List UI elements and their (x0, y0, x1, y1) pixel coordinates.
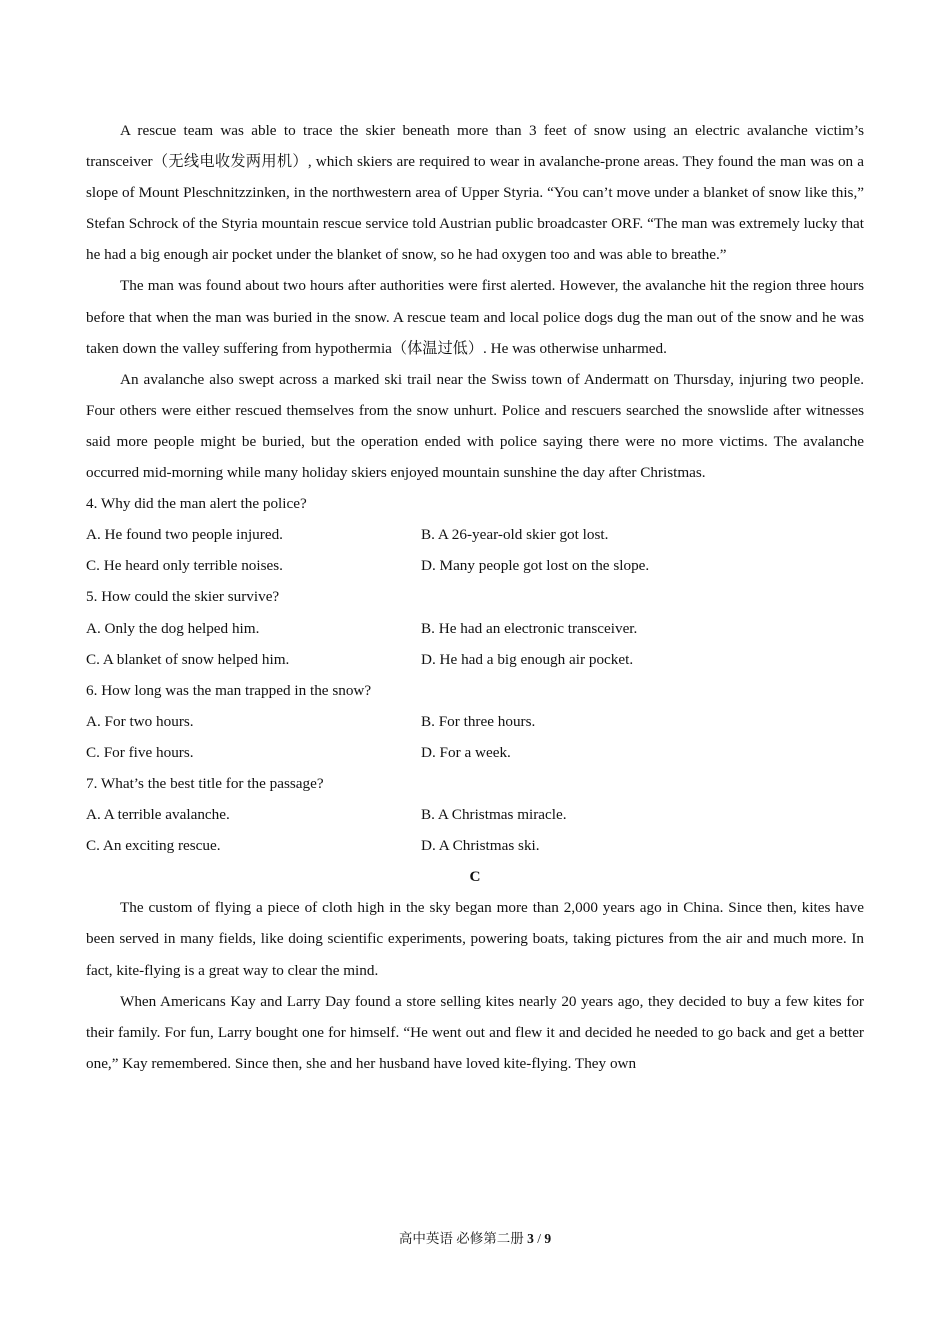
passage-c-paragraph: The custom of flying a piece of cloth high in the sky began more than 2,000 years ago in China. Since then, kites have been served in many fields, like doing scientific experiments, powering boats, taking pictures from the air and much more. In fact, kite-flying is a great way to clear the mind. (86, 899, 864, 979)
option-a: A. He found two people injured. (86, 526, 283, 544)
question-6 (86, 675, 864, 768)
option-row (86, 519, 864, 550)
option-c: C. An exciting rescue. (86, 837, 221, 855)
option-d: D. Many people got lost on the slope. (421, 557, 650, 575)
option-c: C. For five hours. (86, 743, 194, 761)
question-7 (86, 768, 864, 861)
question-stem: 5. How could the skier survive? (86, 588, 280, 606)
option-b: B. A 26-year-old skier got lost. (421, 526, 609, 544)
option-c: C. A blanket of snow helped him. (86, 650, 290, 668)
document-page (86, 115, 864, 1079)
passage-b-paragraph: The man was found about two hours after authorities were first alerted. However, the avalanche hit the region three hours before that when the man was buried in the snow. A rescue team and local police dogs dug the man out of the snow and he was taken down the valley suffering from hypothermia（体温过低）. He was otherwise unharmed. (86, 277, 864, 357)
option-row (86, 830, 864, 861)
page-total: 9 (544, 1231, 552, 1246)
passage-b-paragraph: A rescue team was able to trace the skier beneath more than 3 feet of snow using an electric avalanche victim’s transceiver（无线电收发两用机）, which skiers are required to wear in avalanche-prone areas. They found the man was on a slope of Mount Pleschnitzzinken, in the northwestern area of Upper Styria. “You can’t move under a blanket of snow like this,” Stefan Schrock of the Styria mountain rescue service told Austrian public broadcaster ORF. “The man was extremely lucky that he had a big enough air pocket under the blanket of snow, so he had oxygen too and was able to breathe.” (86, 122, 864, 264)
page-footer (0, 1229, 950, 1249)
option-b: B. For three hours. (421, 712, 536, 730)
section-heading: C (469, 868, 481, 886)
question-5 (86, 581, 864, 674)
page-current: 3 (527, 1231, 534, 1246)
option-row (86, 613, 864, 644)
option-b: B. A Christmas miracle. (421, 806, 567, 824)
option-d: D. For a week. (421, 743, 511, 761)
option-row (86, 644, 864, 675)
option-a: A. Only the dog helped him. (86, 619, 260, 637)
passage-b-paragraph: An avalanche also swept across a marked ski trail near the Swiss town of Andermatt on Thursday, injuring two people. Four others were either rescued themselves from the snow unhurt. Police and rescuers searched the snowslide after witnesses said more people might be buried, but the operation ended with police saying there were no more victims. The avalanche occurred mid-morning while many holiday skiers enjoyed mountain sunshine the day after Christmas. (86, 370, 864, 482)
page-separator: / (537, 1231, 541, 1246)
option-a: A. For two hours. (86, 712, 194, 730)
option-row (86, 706, 864, 737)
option-row (86, 799, 864, 830)
question-stem: 6. How long was the man trapped in the snow? (86, 681, 372, 699)
option-d: D. He had a big enough air pocket. (421, 650, 634, 668)
option-row (86, 737, 864, 768)
passage-c-paragraph: When Americans Kay and Larry Day found a store selling kites nearly 20 years ago, they decided to buy a few kites for their family. For fun, Larry bought one for himself. “He went out and flew it and decided he needed to go back and get a better one,” Kay remembered. Since then, she and her husband have loved kite-flying. They own (86, 992, 864, 1072)
question-4 (86, 488, 864, 581)
option-a: A. A terrible avalanche. (86, 806, 230, 824)
footer-label: 高中英语 必修第二册 (398, 1231, 524, 1246)
question-stem: 4. Why did the man alert the police? (86, 495, 307, 513)
option-b: B. He had an electronic transceiver. (421, 619, 638, 637)
option-d: D. A Christmas ski. (421, 837, 540, 855)
option-row (86, 550, 864, 581)
question-stem: 7. What’s the best title for the passage? (86, 774, 324, 792)
option-c: C. He heard only terrible noises. (86, 557, 283, 575)
